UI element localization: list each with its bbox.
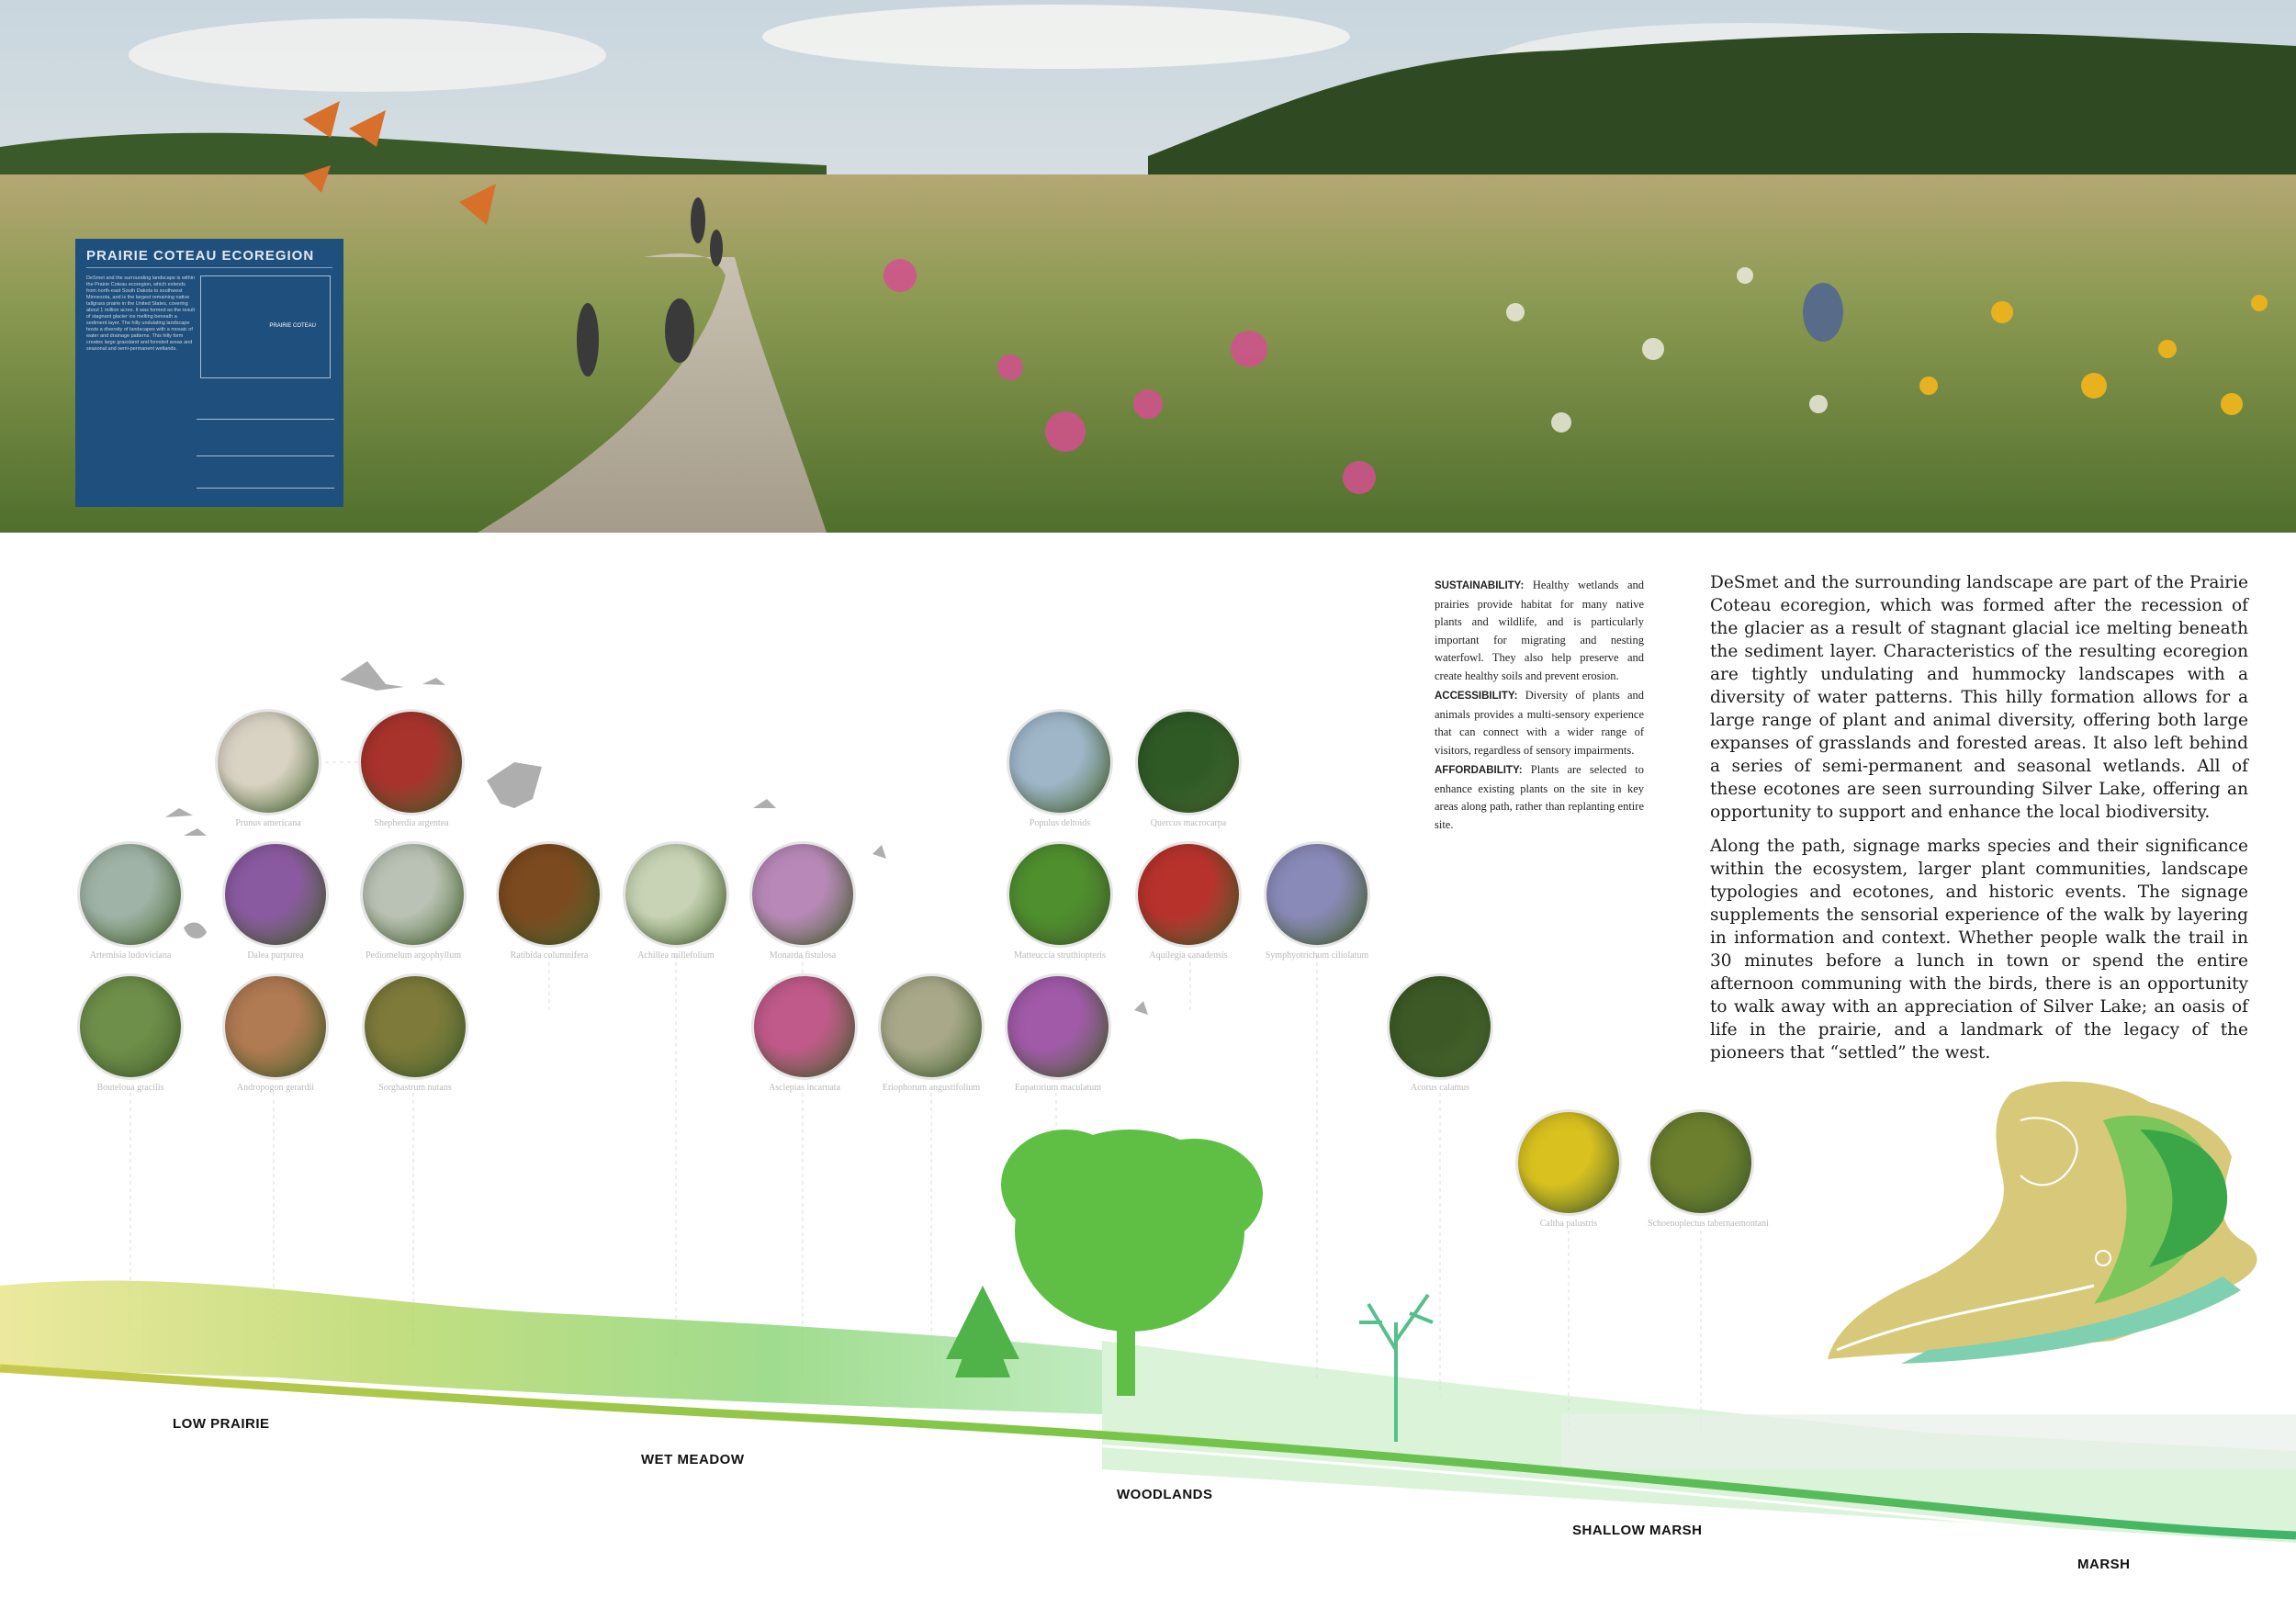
accessibility-text: Diversity of plants and animals provides a multi-sensory experience that can connect with a wider range of visitors, regardless of sensory impairments. [1435,689,1645,757]
plant-name: Shepherdia argentea [374,818,449,828]
zone-woodlands: WOODLANDS [1117,1487,1213,1502]
plant-populus-deltoids [1007,709,1113,828]
plant-photo [1007,709,1113,815]
plant-name: Schoenoplectus tabernaemontani [1648,1219,1769,1229]
plant-symphyotrichum-ciliolatum [1264,841,1370,961]
plant-name: Caltha palustris [1539,1219,1598,1229]
plant-photo [1515,1109,1622,1216]
sustainability-label: SUSTAINABILITY: [1435,580,1525,591]
plant-photo [1005,973,1111,1080]
zone-wet-meadow: WET MEADOW [641,1452,745,1467]
plant-name: Eupatorium maculatum [1014,1083,1102,1093]
plant-photo [1007,841,1113,948]
plant-photo [496,841,602,948]
plant-name: Achillea millefolium [637,950,715,961]
plant-name: Eriophorum angustifolium [882,1083,981,1093]
plant-photo [1264,841,1370,948]
plant-shepherdia-argentea [358,709,465,828]
plant-matteuccia-struthiopteris [1007,841,1113,961]
plant-sorghastrum-nutans [362,973,468,1093]
plant-acorus-calamus [1387,973,1493,1093]
plant-name: Artemisia ludoviciana [89,950,172,961]
plant-name: Asclepias incarnata [768,1083,841,1093]
plant-schoenoplectus-tabernaemontani [1648,1109,1769,1229]
plant-achillea-millefolium [623,841,729,961]
plant-photo [77,973,184,1080]
plant-name: Ratibida columnifera [510,950,589,961]
plant-photo [360,841,467,948]
plant-photo [222,973,329,1080]
accessibility-label: ACCESSIBILITY: [1435,691,1518,702]
plant-name: Prunus americana [235,818,301,828]
plant-name: Aquilegia canadensis [1149,950,1228,961]
plant-name: Monarda fistulosa [769,950,837,961]
plant-name: Andropogon gerardii [236,1083,315,1093]
essay-paragraph-1: DeSmet and the surrounding landscape are part of the Prairie Coteau ecoregion, which was formed after the recession of the glacier as a result of stagnant glacial ice melting beneath the sediment layer. Characteristics of the resulting ecoregion are tightly undulating and hummocky landscapes with a diversity of water patterns. This hilly formation allows for a large range of plant and animal diversity, offering both large expanses of grasslands and forested areas. It also left behind a series of semi-permanent and seasonal wetlands. All of these ecotones are seen surrounding Silver Lake, offering an opportunity to support and enhance the local biodiversity. [1710,573,2248,822]
plant-photo [878,973,985,1080]
plant-name: Pediomelum argophyllum [366,950,461,961]
plant-photo [358,709,465,815]
plant-photo [1135,709,1242,815]
plant-quercus-macrocarpa [1135,709,1242,828]
plant-name: Dalea purpurea [247,950,304,961]
essay-paragraph-2: Along the path, signage marks species and their significance within the ecosystem, larger plant communities, landscape typologies and ecotones, and historic events. The signage supplements the sensorial experience of the walk by layering in information and context. Whether people walk the trail in 30 minutes before a lunch in town or spend the entire afternoon communing with the birds, there is an opportunity to walk away with an appreciation of Silver Lake; an oasis of life in the prairie, and a landmark of the legacy of the pioneers that “settled” the west. [1710,837,2248,1062]
affordability-label: AFFORDABILITY: [1435,765,1523,776]
plant-caltha-palustris [1515,1109,1622,1229]
plant-pediomelum-argophyllum [360,841,467,961]
plant-prunus-americana [215,709,321,828]
plant-photo [222,841,329,948]
plant-photo [215,709,321,815]
sustainability-text: Healthy wetlands and prairies provide habitat for many native plants and wildlife, and is particularly important for migrating and nesting waterfowl. They also help preserve and create healthy soils and prevent erosion. [1435,579,1644,682]
zone-low-prairie: LOW PRAIRIE [173,1416,270,1432]
plant-aquilegia-canadensis [1135,841,1242,961]
plant-name: Symphyotrichum ciliolatum [1265,950,1369,961]
sign-map-label: PRAIRIE COTEAU [269,323,316,329]
zone-shallow-marsh: SHALLOW MARSH [1572,1523,1703,1538]
plant-photo [751,973,858,1080]
plant-bouteloua-gracilis [77,973,184,1093]
plant-ratibida-columnifera [496,841,602,961]
plant-name: Sorghastrum nutans [378,1083,452,1093]
plant-name: Quercus macrocarpa [1150,818,1227,828]
plant-asclepias-incarnata [751,973,858,1093]
plant-name: Populus deltoids [1029,818,1091,828]
plant-andropogon-gerardii [222,973,329,1093]
plant-dalea-purpurea [222,841,329,961]
plant-photo [77,841,184,948]
plant-name: Acorus calamus [1410,1083,1470,1093]
plant-photo [1387,973,1493,1080]
plant-photo [362,973,468,1080]
plant-eriophorum-angustifolium [878,973,985,1093]
sign-body: DeSmet and the surrounding landscape is within the Prairie Coteau ecoregion, which extends from north-east South Dakota to southwest Minnesota, and is the largest remaining native tallgrass prairie in the United States, covering about 1 million acres. It was formed as the result of stagnant glacier ice melting beneath a sediment layer. The hilly undulating landscape hosts a diversity of landscapes with a mosaic of water and drainage patterns. This hilly form creates large grassland and forested areas and seasonal and semi-permanent wetlands. [86,275,196,352]
plant-eupatorium-maculatum [1005,973,1111,1093]
plant-photo [1135,841,1242,948]
plant-name: Matteuccia struthiopteris [1014,950,1106,961]
zone-marsh: MARSH [2077,1557,2131,1572]
plant-artemisia-ludoviciana [77,841,184,961]
plant-name: Bouteloua gracilis [96,1083,164,1093]
site-map [1828,1082,2257,1364]
plant-photo [749,841,856,948]
plant-monarda-fistulosa [749,841,856,961]
plant-photo [1648,1109,1754,1216]
sign-title: PRAIRIE COTEAU ECOREGION [86,248,332,268]
plant-photo [623,841,729,948]
affordability-text: Plants are selected to enhance existing plants on the site in key areas along path, rather than replanting entire site. [1435,763,1645,831]
